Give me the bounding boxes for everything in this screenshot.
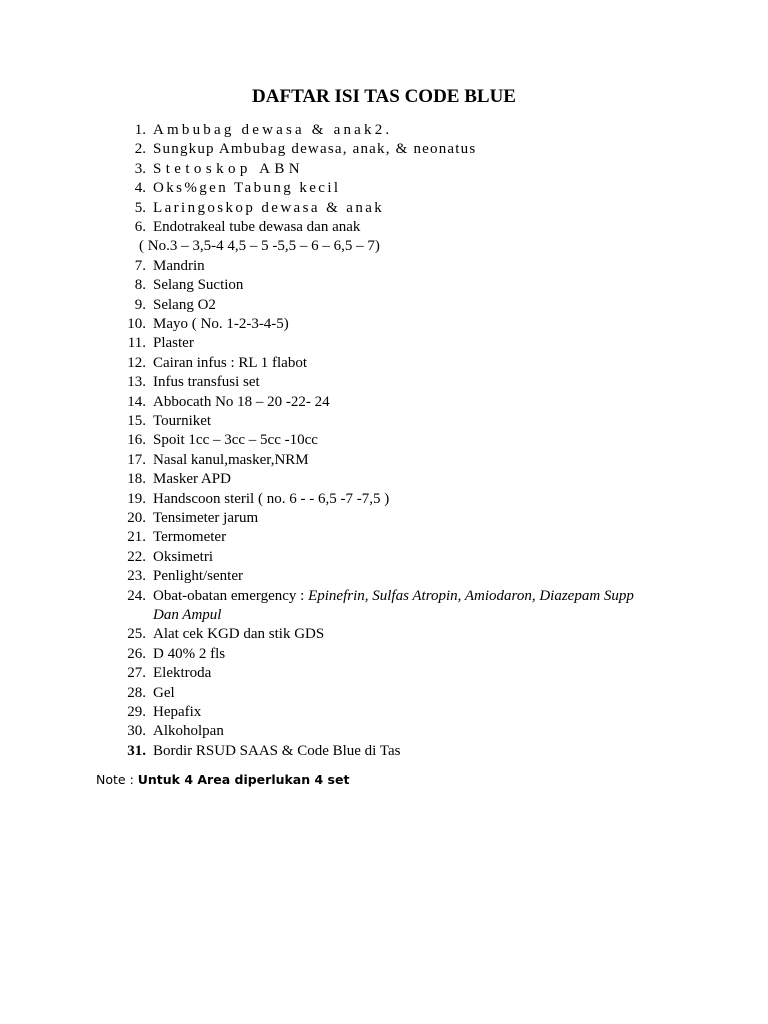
item-number: 13. [127, 374, 146, 391]
item-text: Sungkup Ambubag dewasa, anak, & neonatus [153, 141, 477, 158]
item-text: Nasal kanul,masker,NRM [153, 451, 309, 468]
item-number: 23. [127, 568, 146, 585]
item-text: Mandrin [153, 257, 205, 274]
item-number: 30. [127, 723, 146, 740]
item-text: ( No.3 – 3,5-4 4,5 – 5 -5,5 – 6 – 6,5 – 7) [139, 238, 380, 255]
note-label: Note : [96, 772, 138, 787]
note-text: Untuk 4 Area diperlukan 4 set [137, 772, 350, 787]
item-number: 11. [127, 335, 146, 352]
item-text: Oksimetri [153, 548, 213, 565]
item-number: 4. [134, 180, 146, 197]
item-text: Tensimeter jarum [153, 510, 259, 526]
item-number: 3. [134, 160, 146, 177]
item-text: Spoit 1cc – 3cc – 5cc -10cc [153, 432, 318, 449]
item-text: Hepafix [153, 704, 202, 720]
item-number: 20. [127, 510, 146, 526]
item-text: Alkoholpan [153, 723, 224, 740]
item-number: 25. [127, 626, 146, 643]
item-number: 17. [127, 451, 146, 468]
item-text-italic: Dan Ampul [153, 607, 222, 623]
item-number: 21. [127, 529, 146, 546]
item-number: 12. [127, 354, 146, 371]
item-number: 10. [127, 316, 146, 332]
item-text: Selang O2 [153, 296, 216, 313]
item-number: 14. [127, 393, 146, 410]
item-number: 31. [127, 742, 146, 759]
item-number: 28. [127, 684, 146, 701]
item-text: Infus transfusi set [153, 374, 260, 391]
item-number: 1. [134, 122, 146, 138]
item-text: Oks%gen Tabung kecil [153, 180, 341, 197]
item-text: D 40% 2 fls [153, 645, 226, 662]
item-text: Gel [153, 684, 175, 701]
item-text: Mayo ( No. 1-2-3-4-5) [153, 316, 289, 332]
item-text: Abbocath No 18 – 20 -22- 24 [153, 393, 330, 410]
page-title: DAFTAR ISI TAS CODE BLUE [252, 86, 516, 107]
item-text: Termometer [153, 529, 227, 546]
item-number: 29. [127, 704, 146, 720]
item-number: 22. [127, 548, 146, 565]
item-text [153, 587, 634, 606]
item-text: Stetoskop ABN [153, 160, 304, 177]
item-number: 15. [127, 413, 146, 429]
item-number: 16. [127, 432, 146, 449]
item-text: Handscoon steril ( no. 6 - - 6,5 -7 -7,5 ) [153, 490, 390, 507]
item-text: Bordir RSUD SAAS & Code Blue di Tas [153, 742, 401, 759]
item-number: 8. [134, 277, 146, 294]
item-text-plain: Obat-obatan emergency : [153, 587, 309, 604]
item-text: Ambubag dewasa & anak2. [153, 122, 393, 138]
item-number: 19. [127, 490, 146, 507]
item-text: Alat cek KGD dan stik GDS [153, 626, 325, 643]
item-text: Laringoskop dewasa & anak [153, 199, 385, 216]
item-number: 24. [127, 587, 146, 604]
item-text: Selang Suction [153, 277, 244, 294]
item-text: Endotrakeal tube dewasa dan anak [153, 219, 361, 235]
item-text: Masker APD [153, 471, 231, 488]
item-number: 26. [127, 645, 146, 662]
item-text: Elektroda [153, 665, 212, 682]
item-text: Cairan infus : RL 1 flabot [153, 354, 307, 371]
item-number: 7. [134, 257, 146, 274]
item-text: Tourniket [153, 413, 212, 429]
item-number: 27. [127, 665, 146, 682]
footnote [96, 772, 349, 787]
item-number: 5. [134, 199, 146, 216]
item-text: Penlight/senter [153, 568, 243, 585]
item-text-italic: Epinefrin, Sulfas Atropin, Amiodaron, Diazepam Supp [308, 587, 634, 604]
item-number: 18. [127, 471, 146, 488]
item-number: 2. [134, 141, 146, 158]
item-number: 9. [134, 296, 146, 313]
item-text: Plaster [153, 335, 194, 352]
item-number: 6. [134, 219, 146, 235]
